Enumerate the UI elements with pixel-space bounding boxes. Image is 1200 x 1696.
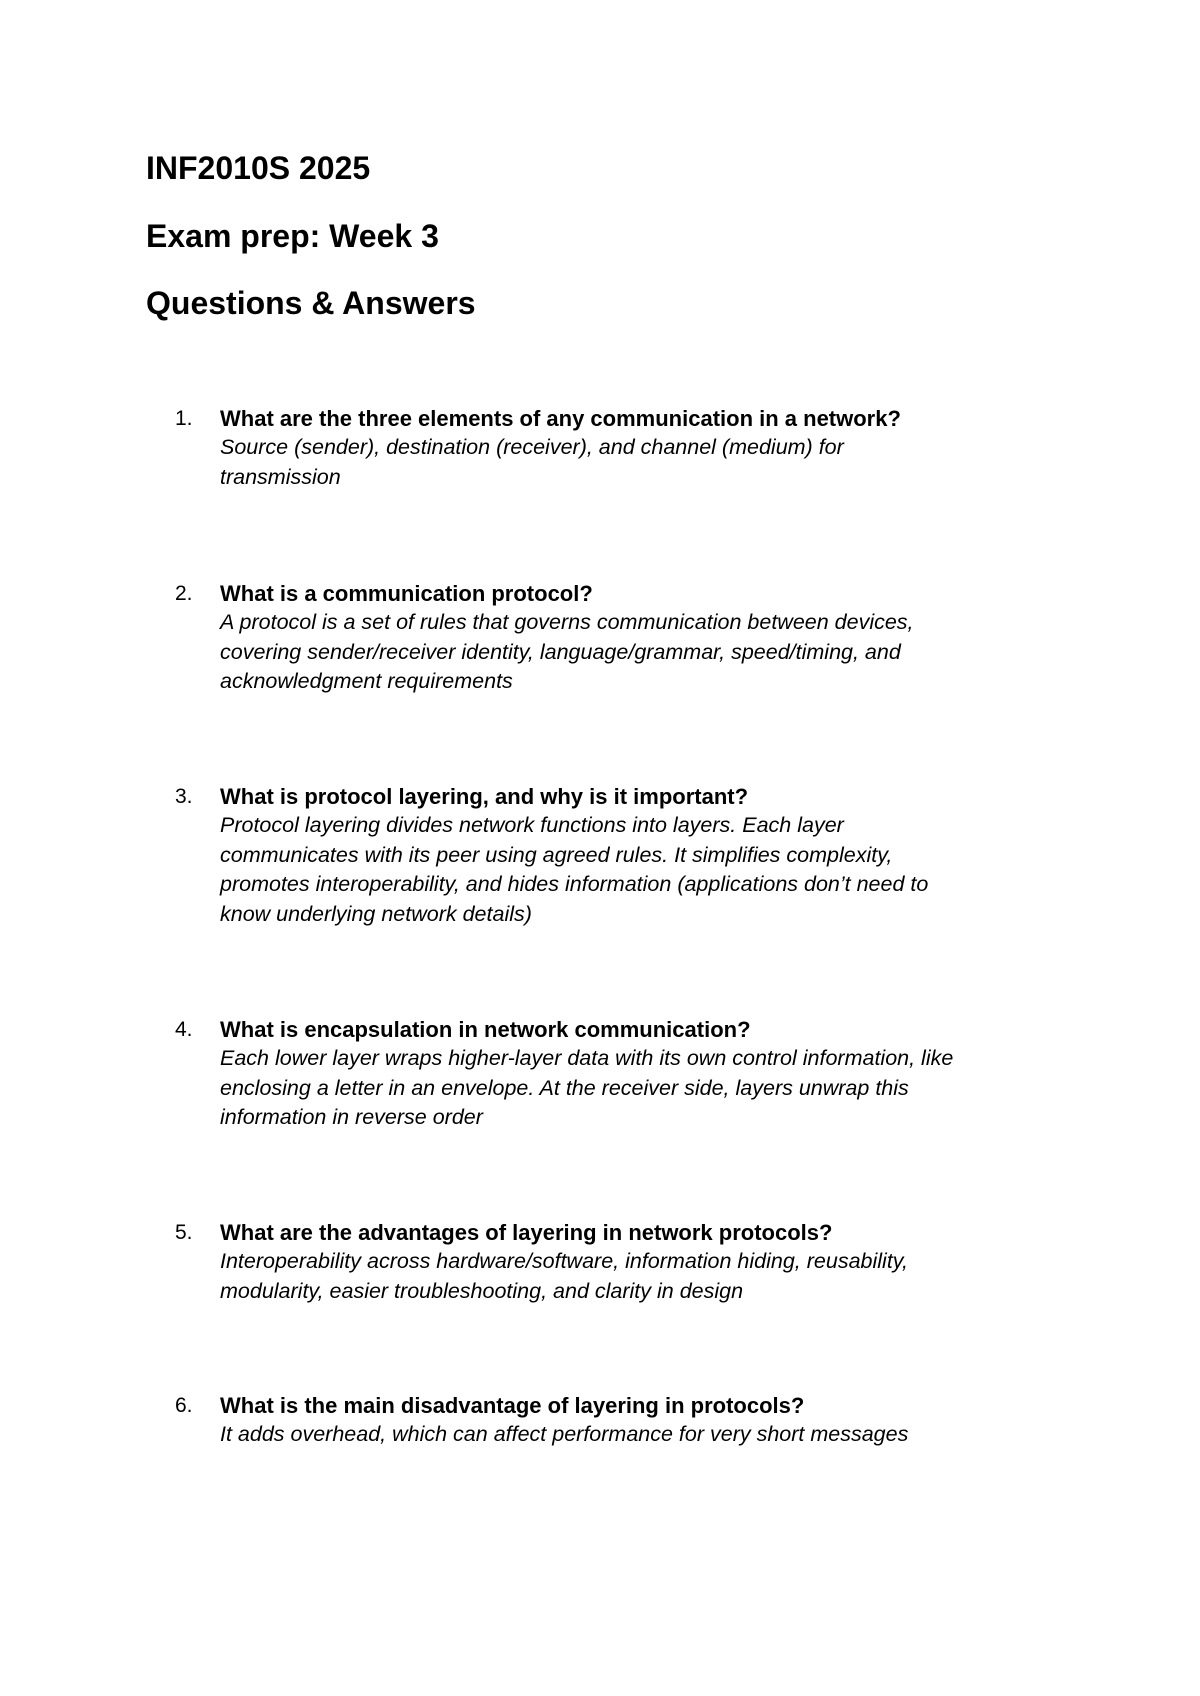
question-text: What is protocol layering, and why is it important? — [220, 784, 749, 809]
answer-line: Interoperability across hardware/software, information hiding, reusability, — [220, 1249, 908, 1273]
question-text: What is the main disadvantage of layering in protocols? — [220, 1393, 805, 1418]
answer-line: Protocol layering divides network functions into layers. Each layer — [220, 813, 844, 837]
answer-text — [220, 1044, 953, 1133]
answer-line: Source (sender), destination (receiver), and channel (medium) for — [220, 435, 844, 459]
section-heading: Questions & Answers — [146, 285, 476, 321]
question-text: What are the advantages of layering in network protocols? — [220, 1220, 833, 1245]
answer-line: modularity, easier troubleshooting, and clarity in design — [220, 1278, 744, 1303]
course-code-heading: INF2010S 2025 — [146, 150, 371, 186]
question-number: 4. — [175, 1018, 193, 1041]
question-number: 6. — [175, 1394, 193, 1417]
question-number: 5. — [175, 1221, 193, 1244]
answer-line: information in reverse order — [220, 1105, 483, 1129]
answer-line: promotes interoperability, and hides information (applications don’t need to — [220, 872, 929, 896]
question-text: What is encapsulation in network communication? — [220, 1017, 751, 1042]
answer-line: transmission — [220, 464, 341, 489]
answer-text — [220, 811, 928, 929]
answer-line: acknowledgment requirements — [220, 669, 513, 693]
answer-text — [220, 1247, 908, 1306]
answer-line: Each lower layer wraps higher-layer data with its own control information, like — [220, 1046, 954, 1070]
question-number: 1. — [175, 407, 193, 430]
answer-text — [220, 1420, 908, 1450]
question-number: 2. — [175, 582, 193, 605]
answer-line: communicates with its peer using agreed rules. It simplifies complexity, — [220, 842, 893, 867]
question-number: 3. — [175, 785, 193, 808]
question-text: What is a communication protocol? — [220, 581, 593, 606]
answer-line: It adds overhead, which can affect performance for very short messages — [220, 1422, 909, 1446]
answer-text — [220, 608, 914, 697]
answer-line: enclosing a letter in an envelope. At the receiver side, layers unwrap this — [220, 1075, 909, 1100]
answer-text — [220, 433, 844, 492]
answer-line: covering sender/receiver identity, language/grammar, speed/timing, and — [220, 639, 901, 664]
week-heading: Exam prep: Week 3 — [146, 218, 439, 254]
answer-line: know underlying network details) — [220, 901, 532, 926]
answer-line: A protocol is a set of rules that governs communication between devices, — [220, 610, 914, 634]
question-text: What are the three elements of any communication in a network? — [220, 406, 901, 431]
